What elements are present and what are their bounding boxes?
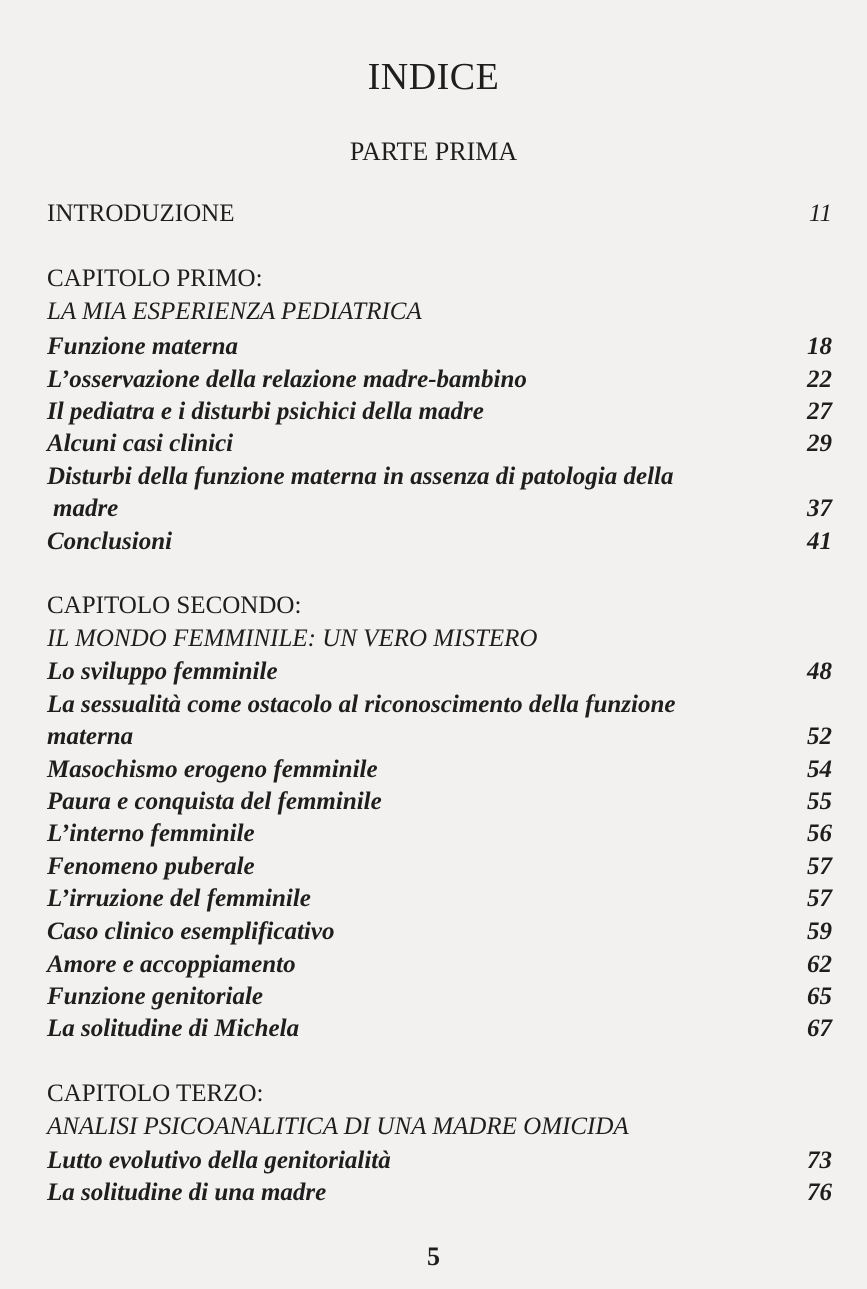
toc-entry-label: L’irruzione del femminile xyxy=(47,885,311,912)
toc-entry-page: 11 xyxy=(808,200,832,227)
toc-entry-page: 52 xyxy=(807,723,832,750)
toc-entry xyxy=(47,656,832,688)
toc-entry-page: 59 xyxy=(807,918,832,945)
toc-entry-label: Alcuni casi clinici xyxy=(47,430,234,457)
toc-entry xyxy=(47,818,832,850)
toc-entry xyxy=(47,396,832,428)
toc-entry xyxy=(47,851,832,883)
toc-entry xyxy=(47,916,832,948)
toc-entry-label: Lutto evolutivo della genitorialità xyxy=(47,1147,391,1174)
toc-entry-page: 27 xyxy=(807,398,832,425)
toc-entry xyxy=(47,428,832,460)
chapter-heading-label: CAPITOLO PRIMO: xyxy=(47,265,263,292)
toc-entry xyxy=(47,786,832,818)
chapter-title-label: LA MIA ESPERIENZA PEDIATRICA xyxy=(47,298,422,325)
chapter-title xyxy=(47,623,832,655)
toc-entry-page: 57 xyxy=(807,885,832,912)
toc-entry-label: Paura e conquista del femminile xyxy=(47,788,382,815)
toc-entry-page: 29 xyxy=(807,430,832,457)
toc-entry-label: Caso clinico esemplificativo xyxy=(47,918,335,945)
toc-entry-page: 55 xyxy=(807,788,832,815)
chapter-title-label: ANALISI PSICOANALITICA DI UNA MADRE OMICIDA xyxy=(47,1113,629,1140)
toc-entry-page: 48 xyxy=(807,658,832,685)
chapter-heading xyxy=(47,1078,832,1110)
chapter-title xyxy=(47,1111,832,1143)
toc-entry-label: materna xyxy=(47,723,134,750)
toc-entry-label: Conclusioni xyxy=(47,528,173,555)
toc-entry-introduction xyxy=(47,198,832,230)
toc-entry-page: 57 xyxy=(807,853,832,880)
toc-entry-page: 73 xyxy=(807,1147,832,1174)
toc-entry-label: La solitudine di una madre xyxy=(47,1179,327,1206)
toc-entry xyxy=(47,721,832,753)
toc-entry-page: 18 xyxy=(807,333,832,360)
toc-entry-page: 65 xyxy=(807,983,832,1010)
chapter-heading-label: CAPITOLO SECONDO: xyxy=(47,592,302,619)
toc-entry-page: 54 xyxy=(807,756,832,783)
chapter-heading xyxy=(47,590,832,622)
toc-entry-page: 62 xyxy=(807,951,832,978)
toc-entry xyxy=(47,1013,832,1045)
part-heading: PARTE PRIMA xyxy=(349,137,518,166)
toc-entry xyxy=(47,981,832,1013)
toc-entry xyxy=(47,1177,832,1209)
toc-entry-label: Il pediatra e i disturbi psichici della madre xyxy=(47,398,484,425)
toc-entry-page: 76 xyxy=(807,1179,832,1206)
toc-entry-label: INTRODUZIONE xyxy=(47,200,235,227)
toc-entry-label: La solitudine di Michela xyxy=(47,1015,300,1042)
toc-entry xyxy=(47,364,832,396)
toc-entry xyxy=(47,331,832,363)
page-number: 5 xyxy=(427,1242,440,1271)
toc-entry-wrapped-line: Disturbi della funzione materna in assenza di patologia della xyxy=(47,463,674,490)
toc-entry xyxy=(47,883,832,915)
chapter-heading xyxy=(47,263,832,295)
chapter-title-label: IL MONDO FEMMINILE: UN VERO MISTERO xyxy=(47,625,538,652)
toc-entry-wrapped-line: La sessualità come ostacolo al riconoscimento della funzione xyxy=(47,691,676,718)
toc-entry-label: Funzione genitoriale xyxy=(47,983,264,1010)
toc-entry-page: 67 xyxy=(807,1015,832,1042)
toc-entry-page: 56 xyxy=(807,820,832,847)
toc-entry-label: L’osservazione della relazione madre-bambino xyxy=(47,366,527,393)
toc-entry-page: 37 xyxy=(807,495,832,522)
toc-entry xyxy=(47,526,832,558)
chapter-heading-label: CAPITOLO TERZO: xyxy=(47,1080,264,1107)
toc-entry-label: Amore e accoppiamento xyxy=(47,951,296,978)
toc-entry xyxy=(47,754,832,786)
toc-entry-page: 41 xyxy=(807,528,832,555)
toc-entry-label: madre xyxy=(53,495,119,522)
toc-entry xyxy=(47,949,832,981)
toc-entry-label: Lo sviluppo femminile xyxy=(47,658,278,685)
toc-entry-label: Masochismo erogeno femminile xyxy=(47,756,378,783)
chapter-title xyxy=(47,296,832,328)
toc-entry-label: Fenomeno puberale xyxy=(47,853,255,880)
toc-entry xyxy=(47,493,832,525)
page-title: INDICE xyxy=(367,56,500,98)
toc-entry-page: 22 xyxy=(807,366,832,393)
toc-entry-label: Funzione materna xyxy=(47,333,239,360)
toc-entry-label: L’interno femminile xyxy=(47,820,255,847)
toc-entry xyxy=(47,1145,832,1177)
